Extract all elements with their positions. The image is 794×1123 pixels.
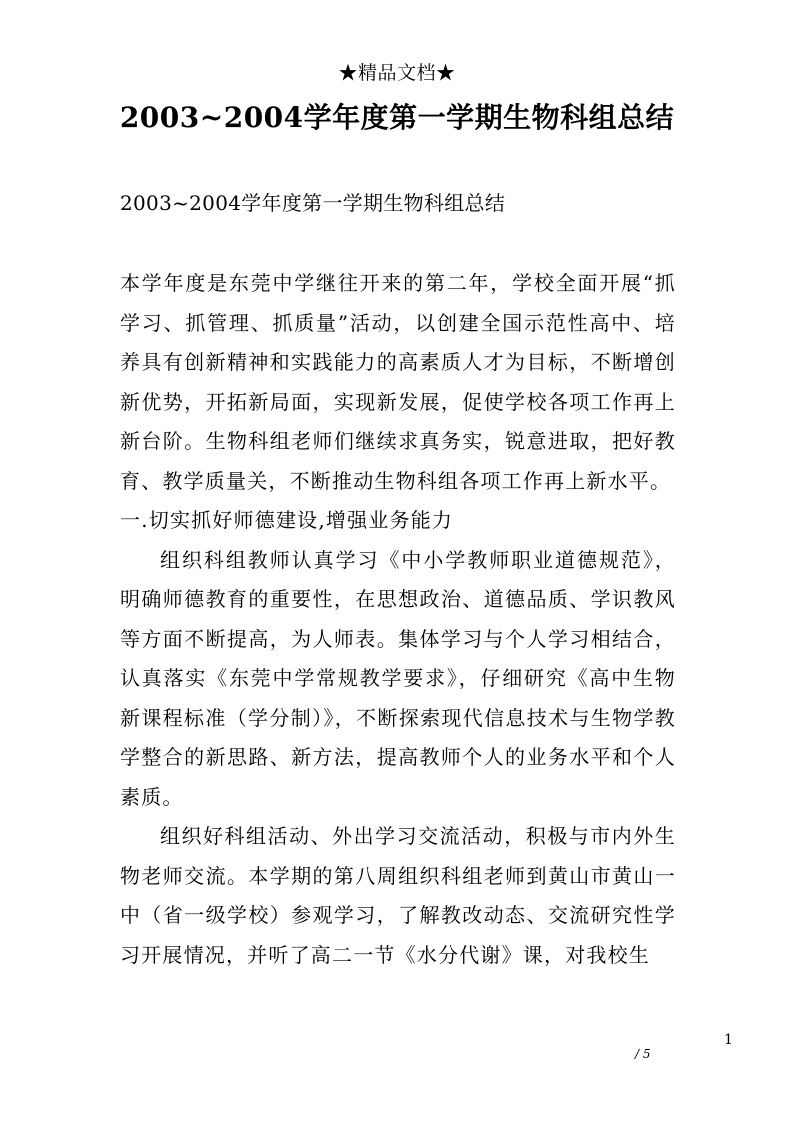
page-total: / 5 <box>635 1047 651 1061</box>
document-subtitle: 2003~2004学年度第一学期生物科组总结 <box>120 191 506 215</box>
document-title: 2003~2004学年度第一学期生物科组总结 <box>119 101 675 134</box>
section-heading-1: 一.切实抓好师德建设,增强业务能力 <box>120 508 454 532</box>
document-body <box>120 264 676 975</box>
body-paragraph-teacher-ethics: 组织科组教师认真学习《中小学教师职业道德规范》，明确师德教育的重要性，在思想政治、道德品质、学识教风等方面不断提高，为人师表。集体学习与个人学习相结合，认真落实《东莞中学常规教学要求》，仔细研究《高中生物新课程标准（学分制）》，不断探索现代信息技术与生物学教学整合的新思路、新方法，提高教师个人的业务水平和个人素质。 <box>120 547 676 809</box>
document-header-banner: ★精品文档★ <box>338 62 456 84</box>
page-number: 1 <box>724 1032 733 1048</box>
body-paragraph-intro: 本学年度是东莞中学继往开来的第二年，学校全面开展“抓学习、抓管理、抓质量”活动，以创建全国示范性高中、培养具有创新精神和实践能力的高素质人才为目标，不断增创新优势，开拓新局面，实现新发展，促使学校各项工作再上新台阶。生物科组老师们继续求真务实，锐意进取，把好教育、教学质量关，不断推动生物科组各项工作再上新水平。 <box>120 271 676 493</box>
body-paragraph-group-activities: 组织好科组活动、外出学习交流活动，积极与市内外生物老师交流。本学期的第八周组织科组老师到黄山市黄山一中（省一级学校）参观学习，了解教改动态、交流研究性学习开展情况，并听了高二一节《水分代谢》课，对我校生 <box>120 824 676 967</box>
